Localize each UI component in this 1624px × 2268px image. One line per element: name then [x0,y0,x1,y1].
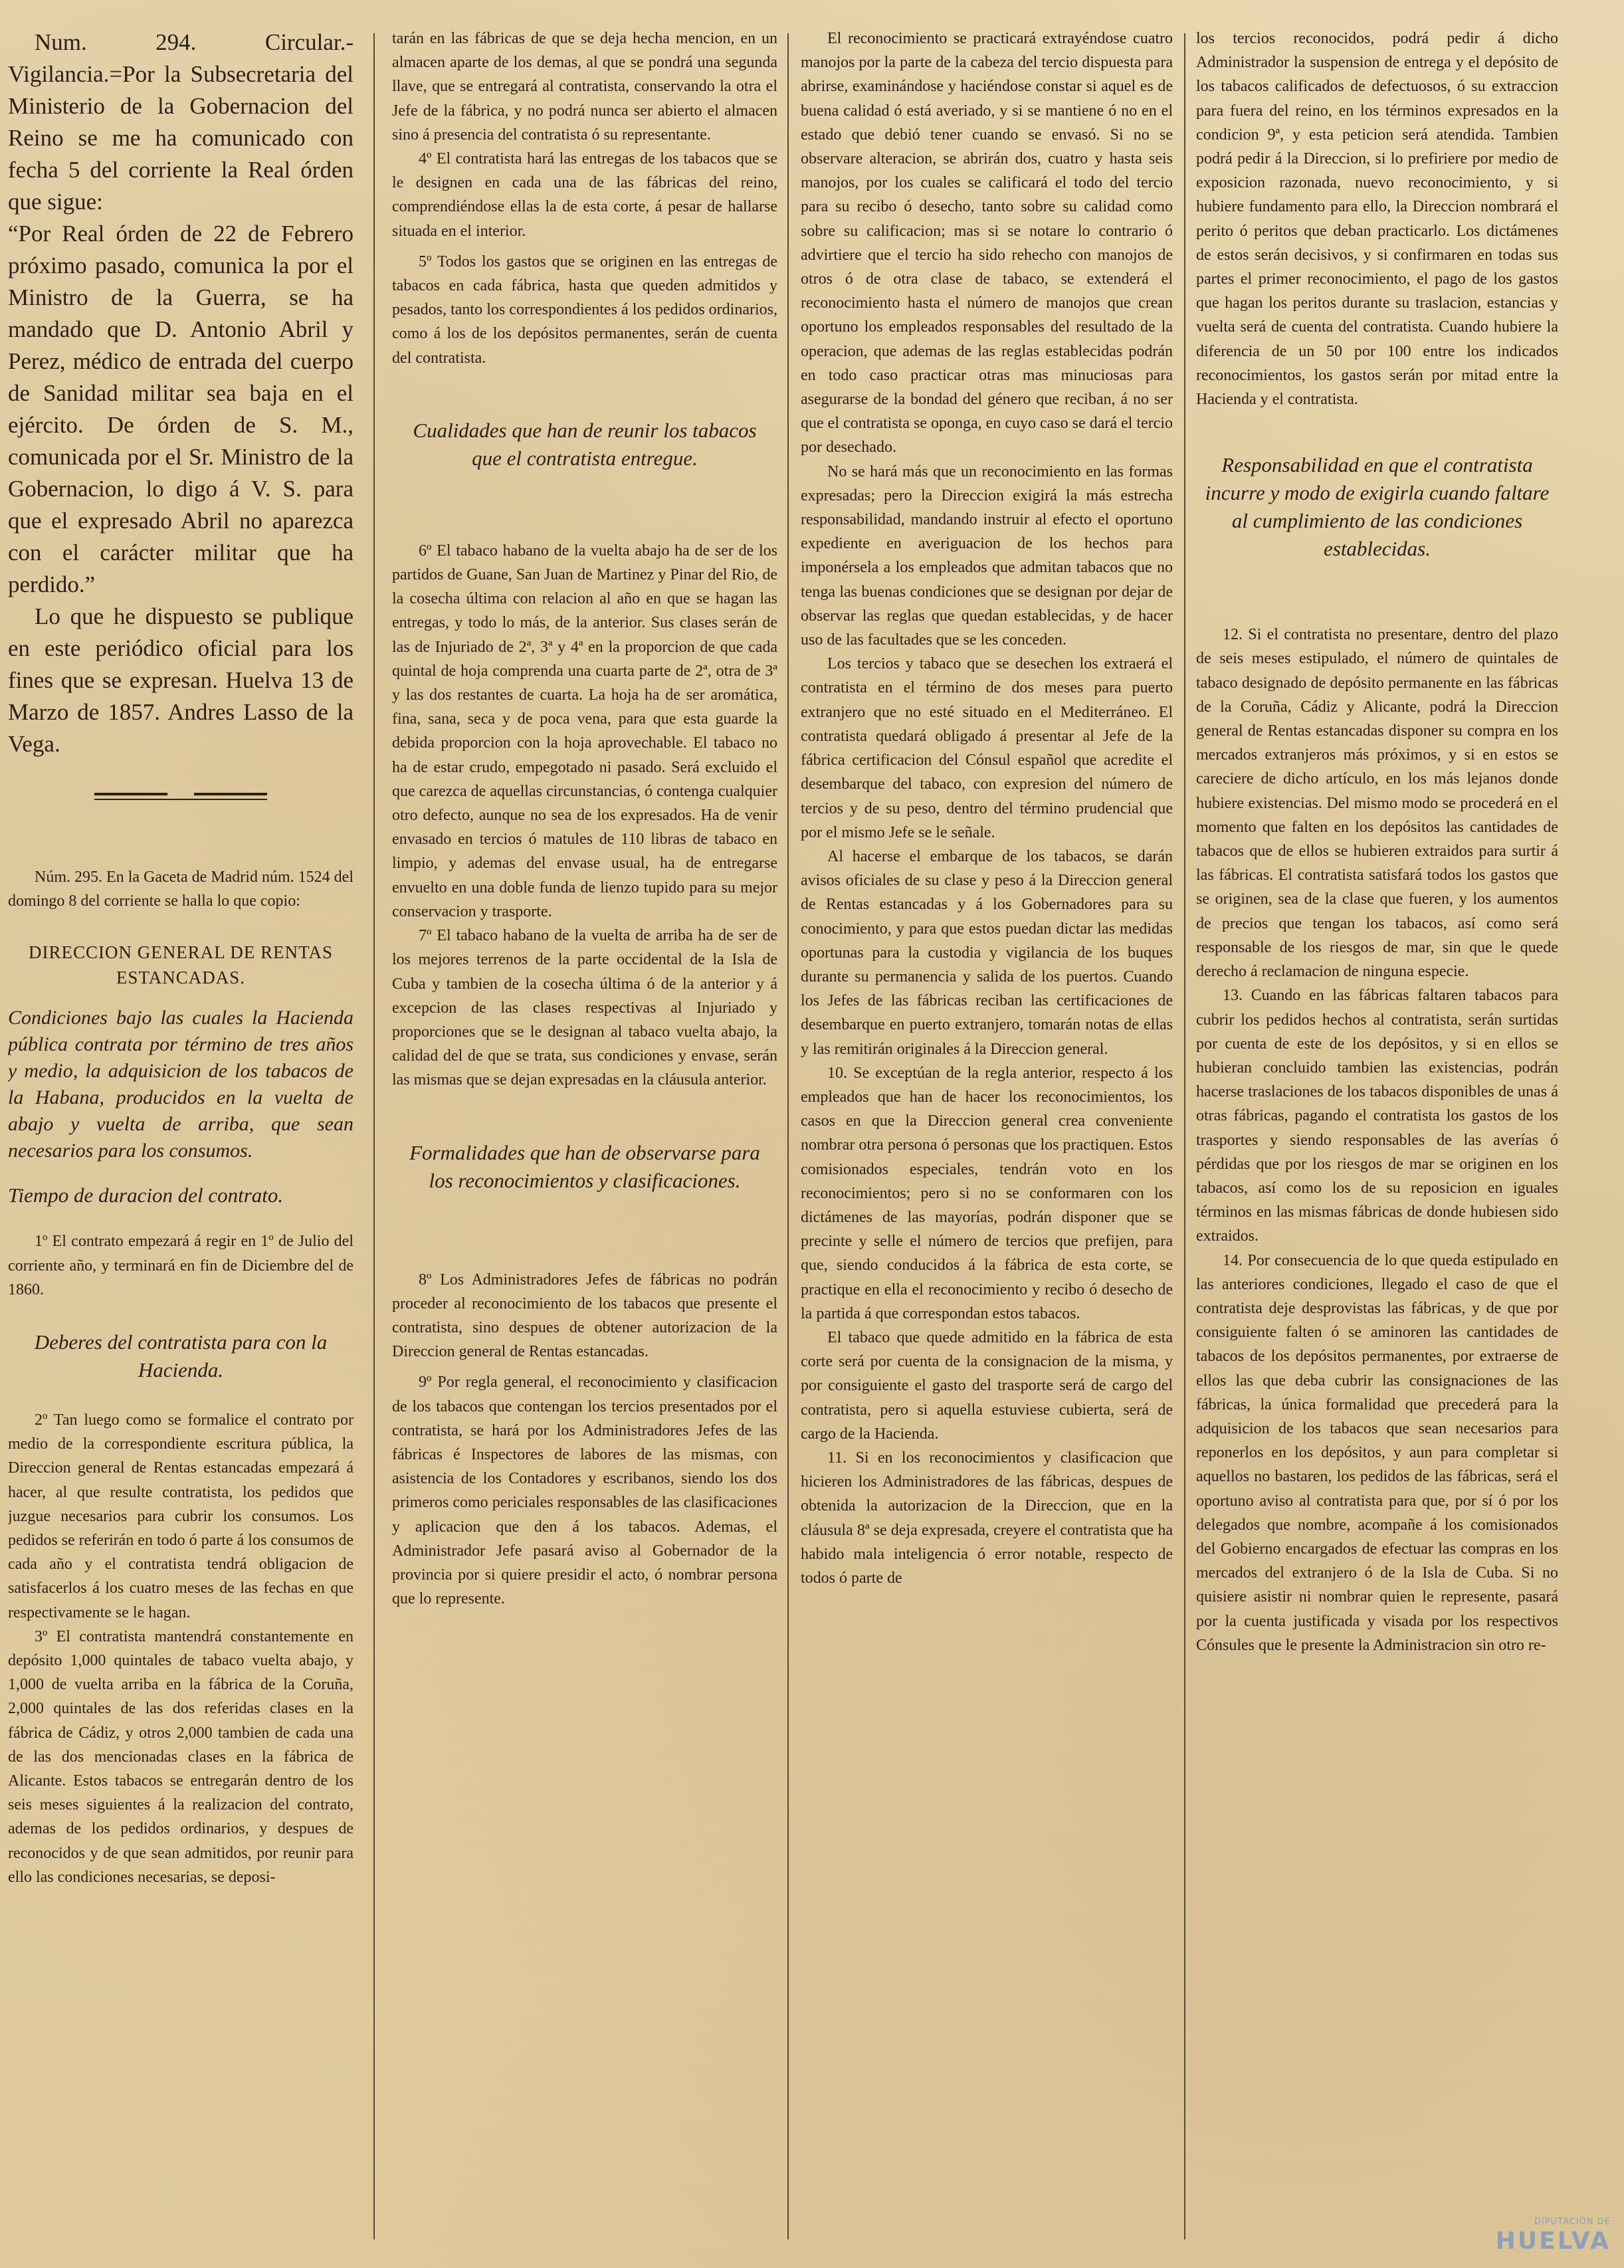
responsabilidad-heading: Responsabilidad en que el contratista incurre y modo de exigirla cuando faltare al cumplimiento de las condiciones establecidas. [1205,453,1550,561]
desechos-paragraph: Los tercios y tabaco que se desechen los extraerá el contratista en el término de dos meses para puerto extranjero que no esté situado en el Mediterráneo. El contratista quedará obligado á presentar al Jefe de la fábrica certificacion del Cónsul español que acredite el desembarque del tabaco, con expresion del número de tercios y de su peso, dentro del término prudencial que por el mismo Jefe se le señale. [801,655,1173,841]
gazette-note-295: Núm. 295. En la Gaceta de Madrid núm. 1524 del domingo 8 del corriente se halla lo que copio: [8,869,354,910]
royal-order-quote: “Por Real órden de 22 de Febrero próximo pasado, comunica la por el Ministro de la Guerra, se ha mandado que D. Antonio Abril y Perez, médico de entrada del cuerpo de Sanidad militar sea baja en el ejército. De órden de S. M., comunicada por el Sr. Ministro de la Gobernacion, lo digo á V. S. para que el expresado Abril no aparezca con el carácter militar que ha perdido.” [8,221,354,597]
article-2: 2º Tan luego como se formalice el contrato por medio de la correspondiente escritura pública, la Direccion general de Rentas estancadas empezará á hacer, al que resulte contratista, los pedidos que juzgue necesarios para cubrir los consumos. Los pedidos se referirán en todo ó parte á los consumos de cada año y el contratista tendrá obligacion de satisfacerlos á los cuatro meses de las fechas en que respectivamente se le hagan. [8,1411,354,1621]
column-rule [1184,33,1185,2239]
direccion-title: DIRECCION GENERAL DE RENTAS ESTANCADAS. [28,942,334,988]
reconocimiento-paragraph: El reconocimiento se practicará extrayéndose cuatro manojos por la parte de la cabeza del tercio dispuesta para abrirse, examinándose y haciéndose constar si aquel es de buena calidad ó está averiado, y si se mantiene ó no en el estado que debió tener cuando se envasó. Si no se observare alteracion, se abrirán dos, cuatro y hasta seis manojos, por los cuales se calificará el todo del tercio para su recibo ó desecho, tanto sobre su calidad como sobre su calificacion; mas si se notare lo contrario ó advirtiere que el tercio ha sido rehecho con manojos de otros ó de otra clase de tabaco, se extenderá el reconocimiento hasta el número de manojos que crean oportuno los empleados responsables del resultado de la operacion, que ademas de las reglas establecidas podrán en todo caso practicar otras mas minuciosas para asegurarse de la bondad del género que reciban, á no ser que el contratista se oponga, en cuyo caso se dará el tercio por desechado. [801,30,1173,457]
article-11-continued: los tercios reconocidos, podrá pedir á dicho Administrador la suspension de entrega y el depósito de los tabacos calificados de defectuosos, ó su extraccion para fuera del reino, en los términos expresados en la condicion 9ª, y esta peticion será atendida. Tambien podrá pedir á la Direccion, si lo prefiriere por medio de exposicion razonada, nuevo reconocimiento, y si hubiere fundamento para ello, la Direccion nombrará el perito ó peritos que deban practicarlo. Los dictámenes de estos serán decisivos, y si confirmaren en todas sus partes el primer reconocimiento, el pago de los gastos que hagan los peritos durante su traslacion, estancias y vuelta será de cuenta del contratista. Cuando hubiere la diferencia de un 50 por 100 entre los indicados reconocimientos, los gastos serán por mitad entre la Hacienda y el contratista. [1196,30,1558,409]
column-rule [787,33,789,2239]
column-1 [8,27,354,2246]
watermark-logo: HUELVA [1495,2227,1611,2255]
article-14: 14. Por consecuencia de lo que queda estipulado en las anteriores condiciones, llegado el caso de que el contratista deje desprovistas las fábricas, y de que por consiguiente falten ó se aminoren las cantidades de tabacos de los depósitos permanentes, por extraerse de ellos las que deba cubrir las consignaciones de las fábricas, la única formalidad que precederá para la adquisicion de los tabacos que sean necesarios para reponerlos en los depósitos, y aun para completar si aquellos no bastaren, los pedidos de las fábricas, será el oportuno aviso al contratista para que, por sí ó por los delegados que nombre, acompañe á los comisionados del Gobierno encargados de efectuar las compras en los mercados del extranjero ó de la Isla de Cuba. Si no quisiere asistir ni nombrar quien le represente, pasará por la cuenta justificada y visada por los respectivos Cónsules que le presente la Administracion sin otro re- [1196,1251,1558,1654]
closing-signature: Lo que he dispuesto se publique en este periódico oficial para los fines que se expresan. Huelva 13 de Marzo de 1857. Andres Lasso de la Vega. [8,603,354,757]
watermark-subtitle: DIPUTACIÓN DE [1534,2217,1611,2227]
article-4: 4º El contratista hará las entregas de los tabacos que se le designen en cada una de las fábricas del reino, comprendiéndose ellas la de esta corte, á pesar de hallarse situada en el interior. [392,150,777,240]
responsabilidad-paragraph: No se hará más que un reconocimiento en las formas expresadas; pero la Direccion exigirá la más estrecha responsabilidad, mandando instruir al efecto el oportuno expediente en averiguacion de los hechos para imponérsela a los empleados que admitan tabacos que no tenga las buenas condiciones que se designan por dejar de observar las reglas que quedan establecidas, y de hacer uso de las facultades que se les conceden. [801,463,1173,649]
article-3-continued: tarán en las fábricas de que se deja hecha mencion, en un almacen aparte de los demas, al que se pondrá una segunda llave, que se entregará al contratista, conservando la otra el Jefe de la fábrica, y no podrá nunca ser abierto el almacen sino á presencia del contratista ó su representante. [392,30,777,144]
fabrica-corte-paragraph: El tabaco que quede admitido en la fábrica de esta corte será por cuenta de la consignacion de la misma, y por consiguiente el gasto del trasporte será de cargo del contratista, pero si aquella estuviese cubierta, será de cargo de la Hacienda. [801,1328,1173,1443]
formalidades-heading: Formalidades que han de observarse para los reconocimientos y clasificaciones. [409,1140,760,1192]
condiciones-heading: Condiciones bajo las cuales la Hacienda pública contrata por término de tres años y medio, la adquisicion de los tabacos de la Habana, producidos en la vuelta de abajo y vuelta de arriba, que sean necesarios para los consumos. [8,1007,354,1162]
article-1: 1º El contrato empezará á regir en 1º de Julio del corriente año, y terminará en fin de Diciembre del de 1860. [8,1233,354,1298]
article-13: 13. Cuando en las fábricas faltaren tabacos para cubrir los pedidos hechos al contratista, serán surtidas por cuenta de este de los depósitos, y si en ellos se hubieran concluido tambien las existencias, podrán hacerse traslaciones de los tabacos disponibles de unas á otras fábricas, pagando el contratista los gastos de los trasportes y siendo responsables de las averías ó pérdidas que por los riesgos de mar se originen en los tabacos, así como los de su reposicion en iguales términos en las mismas fábricas de donde hubiesen sido extraidos. [1196,987,1558,1245]
article-10: 10. Se exceptúan de la regla anterior, respecto á los empleados que han de hacer los reconocimientos, los casos en que la Direccion general crea conveniente nombrar otra persona ó personas que los practiquen. Estos comisionados especiales, tendrán voto en los reconocimientos; pero si no se conformaren con los dictámenes de las mayorías, podrán disponer que se precinte y selle el número de tercios que prefijen, para que, siendo conducidos á la fábrica de esta corte, se practique en ella el reconocimiento y recibo ó desecho de la partida á que correspondan estos tabacos. [801,1064,1173,1322]
column-rule [373,33,375,2239]
article-8: 8º Los Administradores Jefes de fábricas no podrán proceder al reconocimiento de los tabacos que presente el contratista, sino despues de obtener autorizacion de la Direccion general de Rentas estancadas. [392,1271,777,1361]
article-9: 9º Por regla general, el reconocimiento y clasificacion de los tabacos que contengan los tercios presentados por el contratista, se hará por los Administradores Jefes de las fábricas é Inspectores de labores de las mismas, con asistencia de los Contadores y escribanos, siendo los dos primeros como periciales responsables de las clasificaciones y aplicacion que den á los tabacos. Ademas, el Administrador Jefe pasará aviso al Gobernador de la provincia por si quiere presidir el acto, ó nombrar persona que lo represente. [392,1374,777,1608]
circular-294: Num. 294. Circular.-Vigilancia.=Por la Subsecretaria del Ministerio de la Gobernacion del Reino se me ha comunicado con fecha 5 del corriente la Real órden que sigue: [8,29,354,215]
article-6: 6º El tabaco habano de la vuelta abajo ha de ser de los partidos de Guane, San Juan de Martinez y Pinar del Rio, de la cosecha última con relacion al año en que se hagan las entregas, y todo lo más, de la anterior. Sus clases serán de las de Injuriado de 2ª, 3ª y 4ª en la proporcion de que cada quintal de hoja comprenda una cuarta parte de 2ª, otra de 3ª y las dos restantes de cuarta. La hoja ha de ser aromática, fina, sana, seca y de poca vena, para que esta guarde la debida proporcion con la hoja aprovechable. El tabaco no ha de estar crudo, empegotado ni pasado. Será excluido el que carezca de aquellas circunstancias, ó contenga cualquier otro defecto, aunque no sea de los expresados. Ha de venir envasado en tercios ó matules de 110 libras de tabaco en limpio, y ademas del envase usual, ha de entregarse envuelto en una doble funda de lienzo tupido para su mejor conservacion y trasporte. [392,542,777,920]
column-2 [392,27,777,2246]
deberes-heading: Deberes del contratista para con la Hacienda. [34,1330,328,1382]
column-4 [1196,27,1558,2246]
article-7: 7º El tabaco habano de la vuelta de arriba ha de ser de los mejores terrenos de la parte occidental de la Isla de Cuba y tambien de la cosecha última ó de la anterior y á excepcion de las clases respectivas al Injuriado y proporciones que se le designan al tabaco vuelta abajo, la calidad del de que se trata, sus condiciones y envase, serán las mismas que se dejan expresadas en la cláusula anterior. [392,927,777,1089]
article-12: 12. Si el contratista no presentare, dentro del plazo de seis meses estipulado, el número de quintales de tabaco designado de depósito permanente en las fábricas de la Coruña, Cádiz y Alicante, podrá la Direccion general de Rentas estancadas disponer su compra en los mercados extranjeros más próximos, y si en estos se careciere de dicho artículo, en los más lejanos donde hubiere existencias. Del mismo modo se procederá en el momento que falten en los depósitos las cantidades de tabacos que de ellos se hubieren extraidos para surtir á las fábricas. El contratista satisfará todos los gastos que se originen, sea de la clase que fueren, y los aumentos de precios que tengan los tabacos, así como será responsable de los riesgos de mar, sin que le quede derecho á reclamacion de ninguna especie. [1196,626,1558,981]
article-3: 3º El contratista mantendrá constantemente en depósito 1,000 quintales de tabaco vuelta abajo, y 1,000 de vuelta arriba en la fábrica de la Coruña, 2,000 quintales de las dos referidas clases en la fábrica de Cádiz, y otros 2,000 tambien de cada una de las dos mencionadas clases en la fábrica de Alicante. Estos tabacos se entregarán dentro de los seis meses siguientes á la realizacion del contrato, ademas de los pedidos ordinarios, y despues de reconocidos y de que sean admitidos, por reunir para ello las condiciones necesarias, se deposi- [8,1627,354,1886]
embarque-paragraph: Al hacerse el embarque de los tabacos, se darán avisos oficiales de su clase y peso á la Direccion general de Rentas estancadas y á los Gobernadores para su conocimiento, y para que estos puedan dictar las medidas oportunas para la custodia y vigilancia de los buques durante su permanencia y salida de los puertos. Cuando los Jefes de las fábricas reciban las certificaciones de desembarque en puerto extranjero, tomarán notas de ellas y las remitirán originales á la Direccion general. [801,847,1173,1058]
column-3 [801,27,1173,2246]
article-11: 11. Si en los reconocimientos y clasificacion que hicieren los Administradores de las fábricas, despues de obtenida la autorizacion de la Direccion, que en la cláusula 8ª se deja expresada, creyere el contratista que ha habido mala inteligencia ó error notable, respecto de todos ó parte de [801,1449,1173,1587]
tiempo-heading: Tiempo de duracion del contrato. [8,1184,284,1207]
cualidades-heading: Cualidades que han de reunir los tabacos que el contratista entregue. [413,418,757,470]
ornament-divider [88,787,274,805]
article-5: 5º Todos los gastos que se originen en las entregas de tabacos en cada fábrica, hasta que queden admitidos y pesados, tanto los correspondientes á los pedidos ordinarios, como á los de los depósitos permanentes, serán de cuenta del contratista. [392,253,777,367]
